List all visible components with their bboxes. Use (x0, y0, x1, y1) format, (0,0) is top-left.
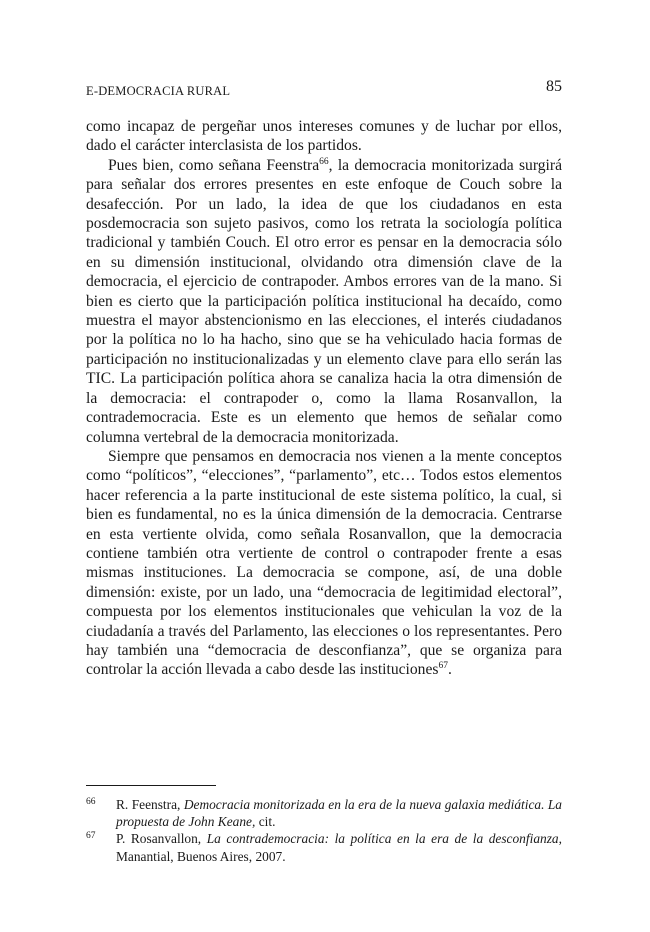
running-head: E-DEMOCRACIA RURAL (86, 84, 231, 98)
footnote-reference: 66 (319, 156, 329, 167)
text-run: P. Rosanvallon, (116, 831, 207, 847)
italic-text: La contrademocracia: la política en la era de la desconfianza (206, 831, 559, 847)
footnote-reference: 67 (438, 661, 448, 672)
text-run: R. Feenstra, (116, 797, 184, 812)
text-run: cit. (255, 814, 276, 830)
page-number: 85 (546, 78, 562, 95)
text-run: Pues bien, como señana Feenstra (108, 156, 320, 174)
text-run: como incapaz de pergeñar unos intereses comunes y de luchar por ellos, dado el carácter interclasista de los partidos. (86, 118, 562, 155)
text-run: Siempre que pensamos en democracia nos vienen a la mente conceptos como “políticos”, “elecciones”, “parlamento”, etc… Todos estos elementos hacer referencia a la parte institucional de este sistema político, la cual, si bien es fundamental, no es la única dimensión de la democracia. Centrarse en esta vertiente olvida, como señala Rosanvallon, que la democracia contiene también otra vertiente de control o contrapoder frente a esas mismas instituciones. La democracia se compone, así, de una doble dimensión: existe, por un lado, una “democracia de legitimidad electoral”, compuesta por los elementos institucionales que vehiculan la voz de la ciudadanía a través del Parlamento, las elecciones o los representantes. Pero hay también una “democracia de desconfianza”, que se organiza para controlar la acción llevada a cabo desde las instituciones (86, 447, 562, 679)
footnote-number: 66 (86, 797, 96, 807)
paragraph (86, 117, 562, 156)
text-run: , la democracia monitorizada surgirá para señalar dos errores presentes en este enfoque de Couch sobre la desafección. Por un lado, la idea de que los ciudadanos en esta posdemocracia son sujeto pasivos, como los retrata la sociología política tradicional y también Couch. El otro error es pensar en la democracia sólo en su dimensión institucional, olvidando otra dimensión clave de la democracia, el ejercicio de contrapoder. Ambos errores van de la mano. Si bien es cierto que la participación política institucional ha decaído, como muestra el mayor abstencionismo en las elecciones, el interés ciudadanos por la política no lo ha hacho, sino que se ha vehiculado hacia formas de participación no institucionalizadas y un elemento clave para ello serán las TIC. La participación política ahora se canaliza hacia la otra dimensión de la democracia: el contrapoder o, como la llama Rosanvallon, la contrademocracia. Este es un elemento que hemos de señalar como columna vertebral de la democracia monitorizada. (86, 156, 562, 446)
footnote (86, 830, 562, 864)
footnote-number: 67 (86, 831, 96, 842)
paragraph (86, 156, 562, 447)
footnotes (86, 796, 562, 865)
italic-text: Democracia monitorizada en la era de la nueva galaxia mediática. La propuesta de John Keane, (116, 797, 562, 830)
footnote (86, 796, 562, 830)
text-run: . (447, 661, 452, 679)
body-text (86, 117, 562, 680)
page-header (86, 74, 562, 98)
book-page (86, 74, 562, 864)
footnote-separator (86, 785, 216, 786)
text-run: , Manantial, Buenos Aires, 2007. (116, 831, 562, 864)
paragraph (86, 447, 562, 680)
